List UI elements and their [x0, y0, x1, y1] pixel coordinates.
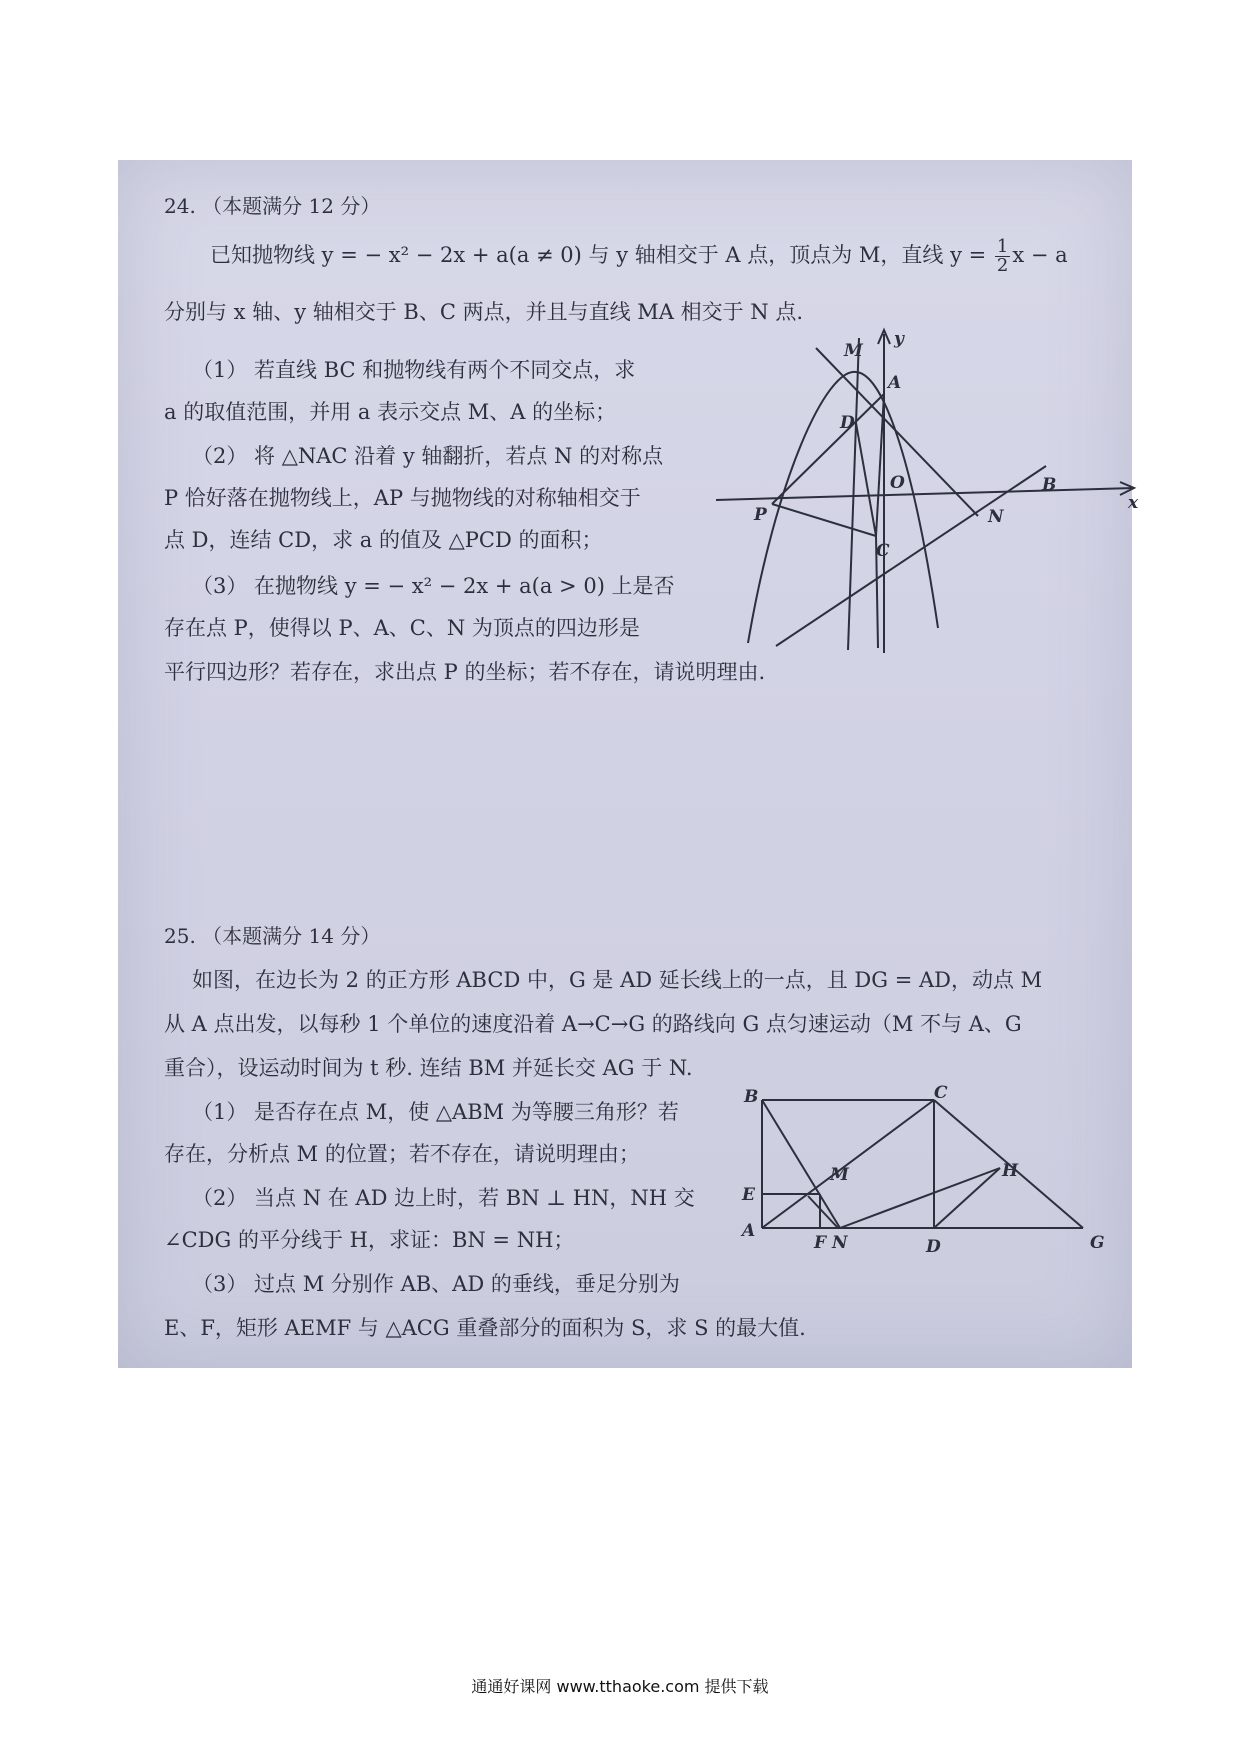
- q25-part1-line1: （1） 是否存在点 M，使 △ABM 为等腰三角形？若: [192, 1100, 679, 1124]
- diagonal-ac: [762, 1100, 934, 1228]
- label-d: D: [840, 413, 855, 433]
- q25-stem-line1: 如图，在边长为 2 的正方形 ABCD 中，G 是 AD 延长线上的一点，且 DG = AD，动点 M: [192, 968, 1043, 992]
- q24-part2-line3: 点 D，连结 CD，求 a 的值及 △PCD 的面积；: [164, 528, 603, 552]
- q24-part2-line2: P 恰好落在抛物线上，AP 与抛物线的对称轴相交于: [164, 486, 641, 510]
- label-g25: G: [1090, 1233, 1105, 1253]
- q24-stem-line2: 分别与 x 轴、y 轴相交于 B、C 两点，并且与直线 MA 相交于 N 点.: [164, 300, 804, 324]
- segment-dc: [856, 423, 876, 536]
- q25-part1-line2: 存在，分析点 M 的位置；若不存在，请说明理由；: [164, 1142, 640, 1166]
- q25-part3-line1: （3） 过点 M 分别作 AB、AD 的垂线，垂足分别为: [192, 1272, 680, 1296]
- footer-source: 通通好课网 www.tthaoke.com 提供下载: [471, 1677, 769, 1696]
- q24-fraction-denominator: 2: [996, 255, 1009, 276]
- label-c25: C: [934, 1083, 948, 1103]
- q25-title: 25. （本题满分 14 分）: [164, 924, 381, 948]
- segment-nh: [840, 1168, 1000, 1228]
- q25-part2-line1: （2） 当点 N 在 AD 边上时，若 BN ⊥ HN，NH 交: [192, 1186, 695, 1210]
- q25-stem-line3: 重合），设运动时间为 t 秒. 连结 BM 并延长交 AG 于 N.: [164, 1056, 693, 1080]
- line-bc: [776, 466, 1046, 646]
- label-h25: H: [1002, 1161, 1019, 1181]
- q24-stem-line1-text: 已知抛物线 y = − x² − 2x + a(a ≠ 0) 与 y 轴相交于 A 点，顶点为 M，直线 y =: [210, 243, 993, 267]
- label-y: y: [894, 329, 904, 349]
- q24-fraction: [995, 238, 1010, 275]
- q24-title: 24. （本题满分 12 分）: [164, 194, 381, 218]
- label-e25: E: [742, 1185, 755, 1205]
- scanned-exam-page: [118, 160, 1139, 1368]
- label-d25: D: [926, 1237, 941, 1257]
- q24-part3-line1: （3） 在抛物线 y = − x² − 2x + a(a > 0) 上是否: [192, 574, 675, 598]
- label-n25: N: [832, 1233, 848, 1253]
- q24-part3-line3: 平行四边形？若存在，求出点 P 的坐标；若不存在，请说明理由.: [164, 660, 766, 684]
- symmetry-axis: [848, 338, 859, 650]
- bisector-dh: [934, 1168, 1000, 1228]
- q24-fraction-numerator: 1: [996, 236, 1009, 257]
- label-a25: A: [742, 1221, 756, 1241]
- q24-stem-line1: [210, 238, 1068, 275]
- q24-figure: [716, 328, 1139, 658]
- label-m25: M: [830, 1165, 849, 1185]
- label-b25: B: [744, 1087, 759, 1107]
- segment-pc: [772, 504, 876, 536]
- label-b: B: [1042, 475, 1057, 495]
- label-o: O: [890, 473, 905, 493]
- label-p: P: [754, 505, 767, 525]
- q25-figure: [738, 1083, 1118, 1268]
- q24-part3-line2: 存在点 P，使得以 P、A、C、N 为顶点的四边形是: [164, 616, 640, 640]
- segment-bn: [762, 1100, 840, 1228]
- label-f25: F: [814, 1233, 827, 1253]
- label-m: M: [844, 341, 863, 361]
- label-a: A: [888, 373, 902, 393]
- q24-part2-line1: （2） 将 △NAC 沿着 y 轴翻折，若点 N 的对称点: [192, 444, 664, 468]
- q25-stem-line2: 从 A 点出发，以每秒 1 个单位的速度沿着 A→C→G 的路线向 G 点匀速运动（M 不与 A、G: [164, 1012, 1022, 1036]
- q25-part2-line2: ∠CDG 的平分线于 H，求证：BN = NH；: [164, 1228, 575, 1252]
- q24-part1-line1: （1） 若直线 BC 和抛物线有两个不同交点，求: [192, 358, 636, 382]
- label-x: x: [1128, 493, 1139, 513]
- label-n: N: [988, 507, 1004, 527]
- q24-part1-line2: a 的取值范围，并用 a 表示交点 M、A 的坐标；: [164, 400, 617, 424]
- q25-part3-line2: E、F，矩形 AEMF 与 △ACG 重叠部分的面积为 S，求 S 的最大值.: [164, 1316, 806, 1340]
- label-c: C: [876, 541, 890, 561]
- q24-stem-line1-tail: x − a: [1012, 243, 1068, 267]
